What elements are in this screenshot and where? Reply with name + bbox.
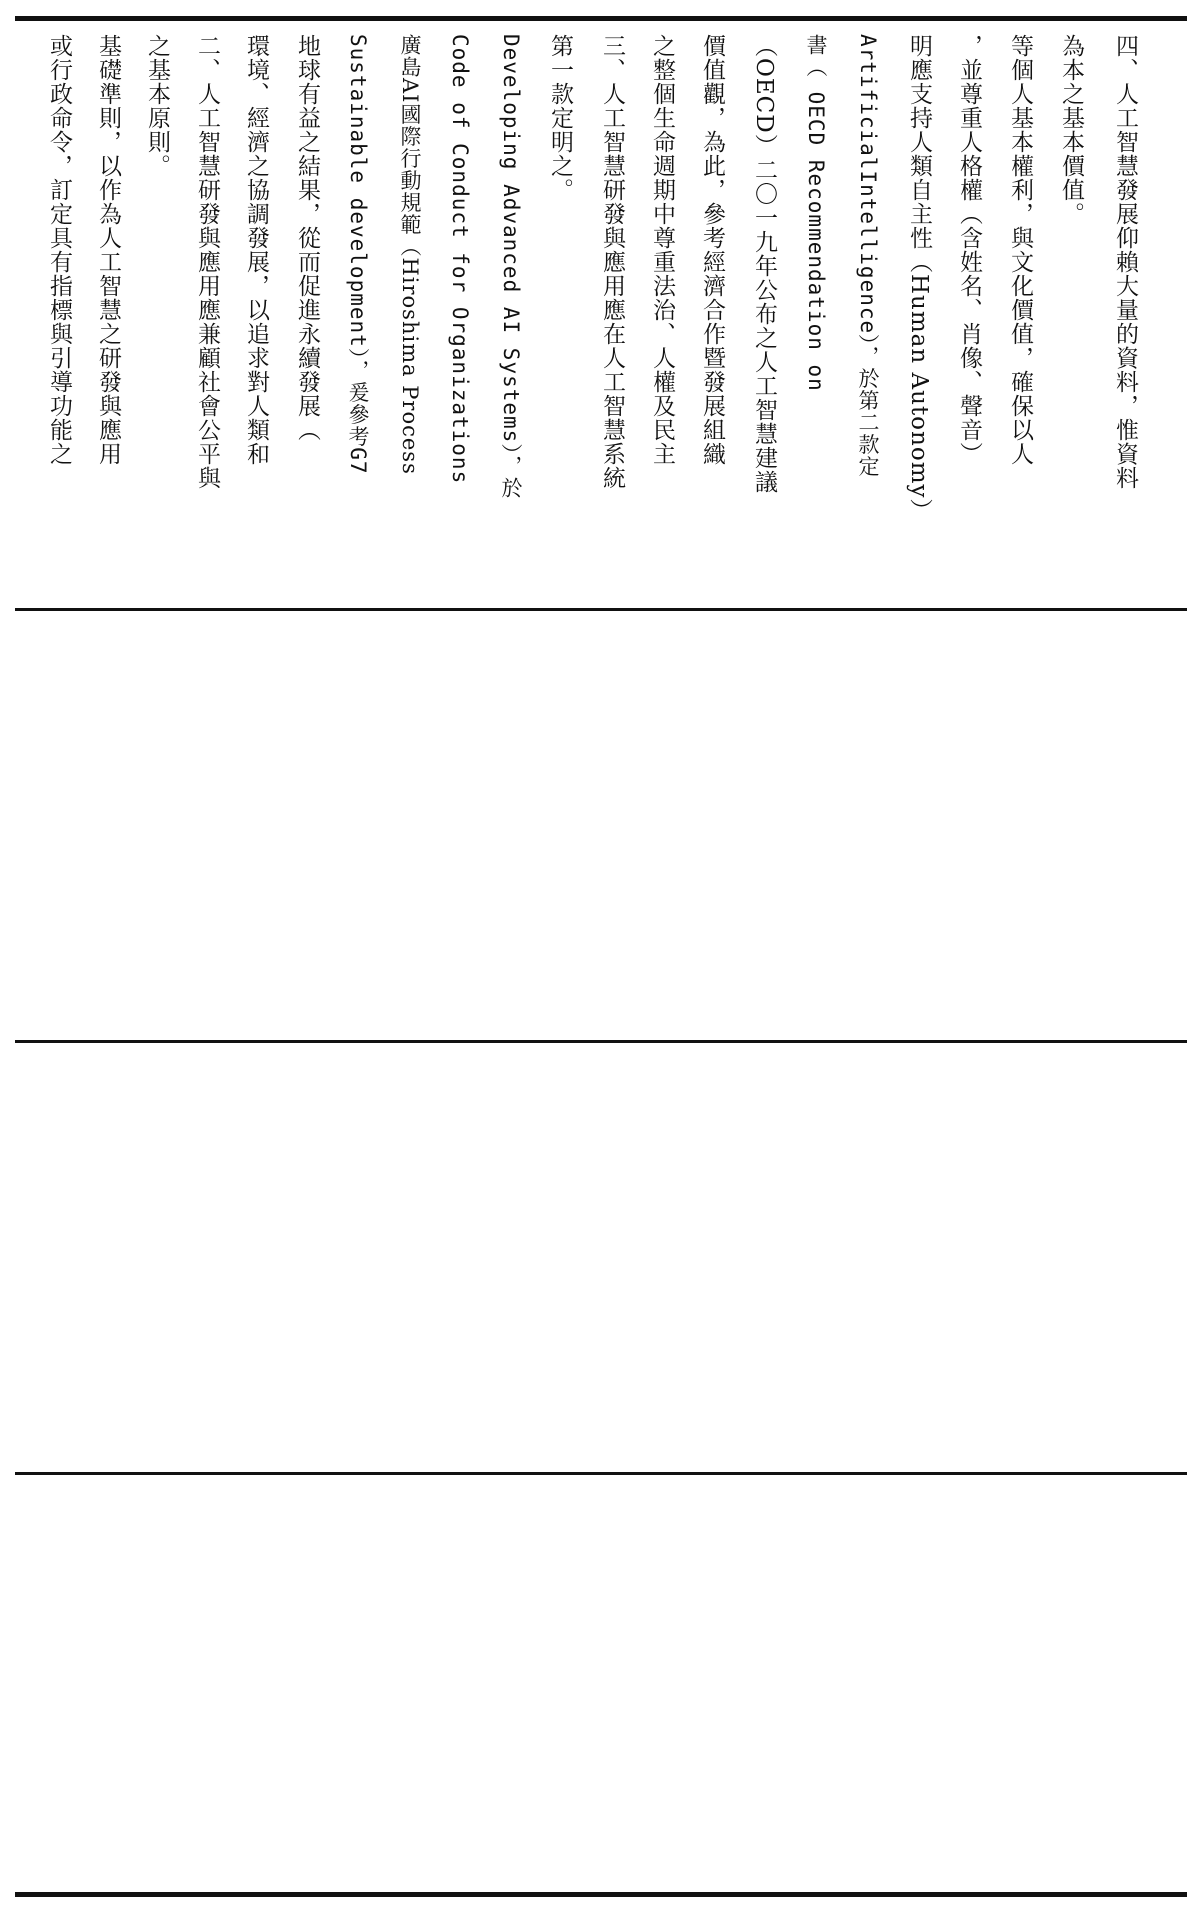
text-line: 書（ OECD Recommendation on bbox=[804, 34, 828, 392]
text-line: 三、人工智慧研發與應用應在人工智慧系統 bbox=[599, 34, 625, 490]
text-line: Sustainable development），爰參考G7 bbox=[346, 34, 370, 475]
table-bottom-rule bbox=[15, 1892, 1187, 1897]
text-line: 環境、經濟之協調發展，以追求對人類和 bbox=[243, 34, 269, 466]
text-line: ArtificialIntelligence），於第二款定 bbox=[856, 34, 880, 478]
text-line: Developing Advanced AI Systems），於 bbox=[499, 34, 523, 499]
text-line: 或行政命令，訂定具有指標與引導功能之 bbox=[46, 34, 72, 466]
row-divider bbox=[15, 1472, 1187, 1475]
text-line: 等個人基本權利，與文化價值，確保以人 bbox=[1007, 34, 1033, 466]
text-line: 第一款定明之。 bbox=[547, 34, 573, 202]
text-line: （OECD）二〇一九年公布之人工智慧建議 bbox=[751, 34, 777, 494]
text-line: 廣島AI國際行動規範（Hiroshima Process bbox=[398, 34, 422, 475]
text-line: 地球有益之結果，從而促進永續發展（ bbox=[294, 34, 320, 442]
text-line: 二、人工智慧研發與應用應兼顧社會公平與 bbox=[194, 34, 220, 490]
row-divider bbox=[15, 1040, 1187, 1043]
row-divider bbox=[15, 608, 1187, 611]
text-line: ，並尊重人格權（含姓名、肖像、聲音） bbox=[956, 34, 982, 466]
text-line: 基礎準則，以作為人工智慧之研發與應用 bbox=[95, 34, 121, 466]
text-line: 之基本原則。 bbox=[144, 34, 170, 178]
text-line: 為本之基本價值。 bbox=[1058, 34, 1084, 226]
table-top-rule bbox=[15, 16, 1187, 21]
explanation-text-block bbox=[28, 22, 1188, 602]
text-line: 價值觀，為此，參考經濟合作暨發展組織 bbox=[699, 34, 725, 466]
text-line: Code of Conduct for Organizations bbox=[448, 34, 472, 485]
text-line: 之整個生命週期中尊重法治、人權及民主 bbox=[649, 34, 675, 466]
text-line: 明應支持人類自主性（Human Autonomy） bbox=[906, 34, 932, 523]
text-line: 四、人工智慧發展仰賴大量的資料，惟資料 bbox=[1112, 34, 1138, 490]
